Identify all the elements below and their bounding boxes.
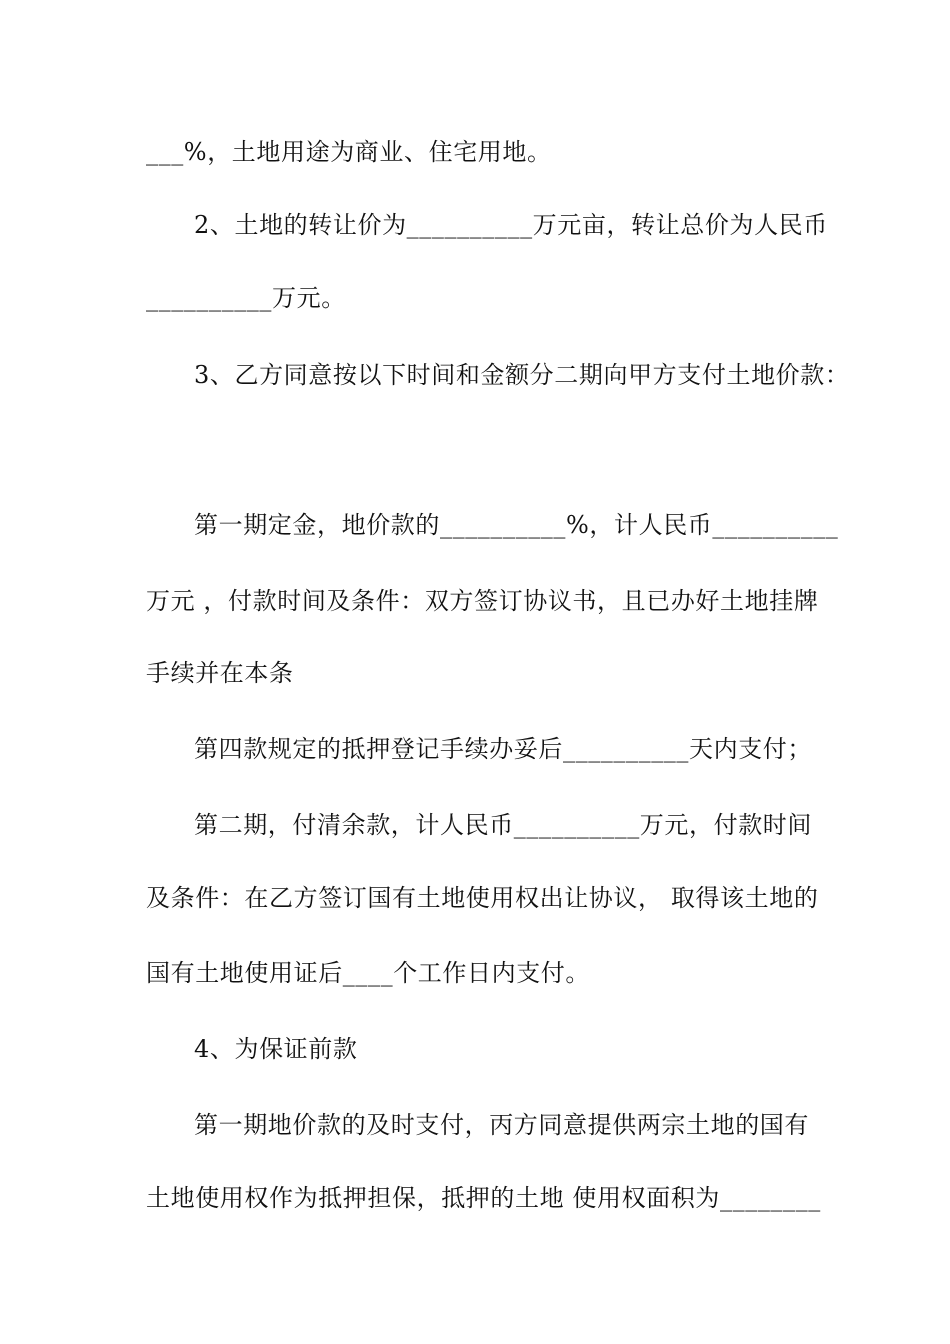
text-line: 3、乙方同意按以下时间和金额分二期向甲方支付土地价款：	[194, 361, 850, 389]
text-line: 万元 ，付款时间及条件：双方签订协议书，且已办好土地挂牌	[146, 587, 819, 615]
text-line: 第一期定金，地价款的__________%，计人民币__________	[194, 511, 839, 539]
text-line: 第一期地价款的及时支付，丙方同意提供两宗土地的国有	[194, 1111, 809, 1139]
text-line: 手续并在本条	[146, 659, 294, 687]
text-line: 第二期，付清余款，计人民币__________万元，付款时间	[194, 811, 812, 839]
text-line: 2、土地的转让价为__________万元亩，转让总价为人民币	[194, 211, 828, 239]
text-line: ___%，土地用途为商业、住宅用地。	[146, 138, 552, 166]
text-line: 土地使用权作为抵押担保，抵押的土地 使用权面积为________	[146, 1184, 821, 1212]
text-line: __________万元。	[146, 284, 346, 312]
text-line: 4、为保证前款	[194, 1035, 358, 1063]
text-line: 国有土地使用证后____个工作日内支付。	[146, 959, 590, 987]
text-line: 第四款规定的抵押登记手续办妥后__________天内支付；	[194, 735, 812, 763]
text-line: 及条件：在乙方签订国有土地使用权出让协议， 取得该土地的	[146, 884, 819, 912]
